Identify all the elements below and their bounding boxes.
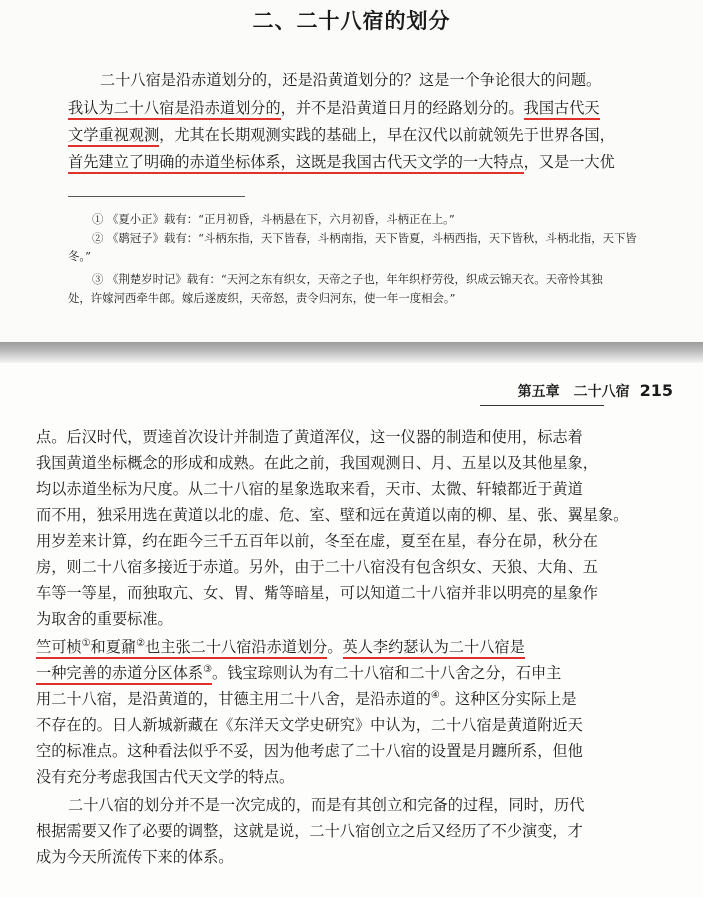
body-line <box>68 152 615 172</box>
footnote-2-cont: 冬。” <box>68 249 91 263</box>
highlighted-text: 竺可桢①和夏鼐②也主张二十八宿沿赤道划分 <box>36 638 327 659</box>
body-line: 均以赤道坐标为尺度。从二十八宿的星象选取来看，天市、太微、轩辕都近于黄道 <box>36 480 583 498</box>
body-line: 二十八宿是沿赤道划分的，还是沿黄道划分的？这是一个争论很大的问题。 <box>100 71 602 89</box>
body-line <box>36 663 561 683</box>
header-underline <box>480 405 604 406</box>
running-header <box>518 381 673 401</box>
body-line: 为取舍的重要标准。 <box>36 610 173 628</box>
body-line <box>68 125 615 145</box>
body-line <box>68 98 600 118</box>
body-line: 车等一等星，而独取亢、女、胃、觜等暗星，可以知道二十八宿并非以明亮的星象作 <box>36 584 598 602</box>
body-text: 。 <box>327 638 343 656</box>
footnote-1: ① 《夏小正》载有：“正月初昏，斗柄悬在下，六月初昏，斗柄正在上。” <box>92 212 455 226</box>
highlighted-text: 文学重视观测 <box>68 126 159 147</box>
footnote-divider <box>68 196 245 197</box>
chapter-title: 第五章 二十八宿 <box>517 384 630 400</box>
body-line <box>36 637 525 657</box>
body-line: 空的标准点。这种看法似乎不妥，因为他考虑了二十八宿的设置是月躔所系，但他 <box>36 742 583 760</box>
body-text: ，并不是沿黄道日月的经路划分的。 <box>280 99 524 117</box>
top-page <box>0 0 703 342</box>
footnote-3: ③ 《荆楚岁时记》载有：“天河之东有织女，天帝之子也，年年织杼劳役，织成云锦天衣。天帝怜其独 <box>92 272 603 286</box>
body-line: 根据需要又作了必要的调整，这就是说，二十八宿创立之后又经历了不少演变，才 <box>36 822 583 840</box>
body-line: 而不用，独采用选在黄道以北的虚、危、室、壁和远在黄道以南的柳、星、张、翼星象。 <box>36 506 629 524</box>
highlighted-text: 一种完善的赤道分区体系③ <box>36 664 212 685</box>
body-line: 我国黄道坐标概念的形成和成熟。在此之前，我国观测日、月、五星以及其他星象， <box>36 454 598 472</box>
body-text: ，又是一大优 <box>523 153 615 171</box>
body-line: 没有充分考虑我国古代天文学的特点。 <box>36 768 295 786</box>
body-line: 用二十八宿，是沿黄道的，甘德主用二十八舍，是沿赤道的④。这种区分实际上是 <box>36 689 577 708</box>
highlighted-text: 首先建立了明确的赤道坐标体系，这既是我国古代天文学的一大特点 <box>68 153 524 174</box>
body-text: 。钱宝琮则认为有二十八宿和二十八舍之分，石申主 <box>212 664 562 682</box>
highlighted-text: 我认为二十八宿是沿赤道划分的 <box>68 99 281 120</box>
footnote-2: ② 《鹖冠子》载有：“斗柄东指，天下皆春，斗柄南指，天下皆夏，斗柄西指，天下皆秋，斗柄北指，天下皆 <box>92 231 637 245</box>
body-line: 房，则二十八宿多接近于赤道。另外，由于二十八宿没有包含织女、天狼、大角、五 <box>36 558 598 576</box>
highlighted-text: 英人李约瑟认为二十八宿是 <box>343 638 525 659</box>
bottom-page <box>0 363 703 897</box>
body-line: 点。后汉时代，贾逵首次设计并制造了黄道浑仪，这一仪器的制造和使用，标志着 <box>36 428 583 446</box>
body-line: 不存在的。日人新城新藏在《东洋天文学史研究》中认为，二十八宿是黄道附近天 <box>36 716 583 734</box>
body-line: 用岁差来计算，约在距今三千五百年以前，冬至在虚，夏至在星，春分在昴，秋分在 <box>36 532 598 550</box>
section-title: 二、二十八宿的划分 <box>252 9 451 33</box>
page-separator <box>0 342 703 363</box>
page-number: 215 <box>639 381 673 400</box>
body-line: 二十八宿的划分并不是一次完成的，而是有其创立和完备的过程，同时，历代 <box>68 796 585 814</box>
body-line: 成为今天所流传下来的体系。 <box>36 848 234 866</box>
highlighted-text: 我国古代天 <box>524 99 600 120</box>
footnote-3-cont: 处，许嫁河西牵牛郎。嫁后遂废织，天帝怒，责令归河东，使一年一度相会。” <box>68 291 456 305</box>
body-text: ，尤其在长期观测实践的基础上，早在汉代以前就领先于世界各国， <box>159 126 615 144</box>
